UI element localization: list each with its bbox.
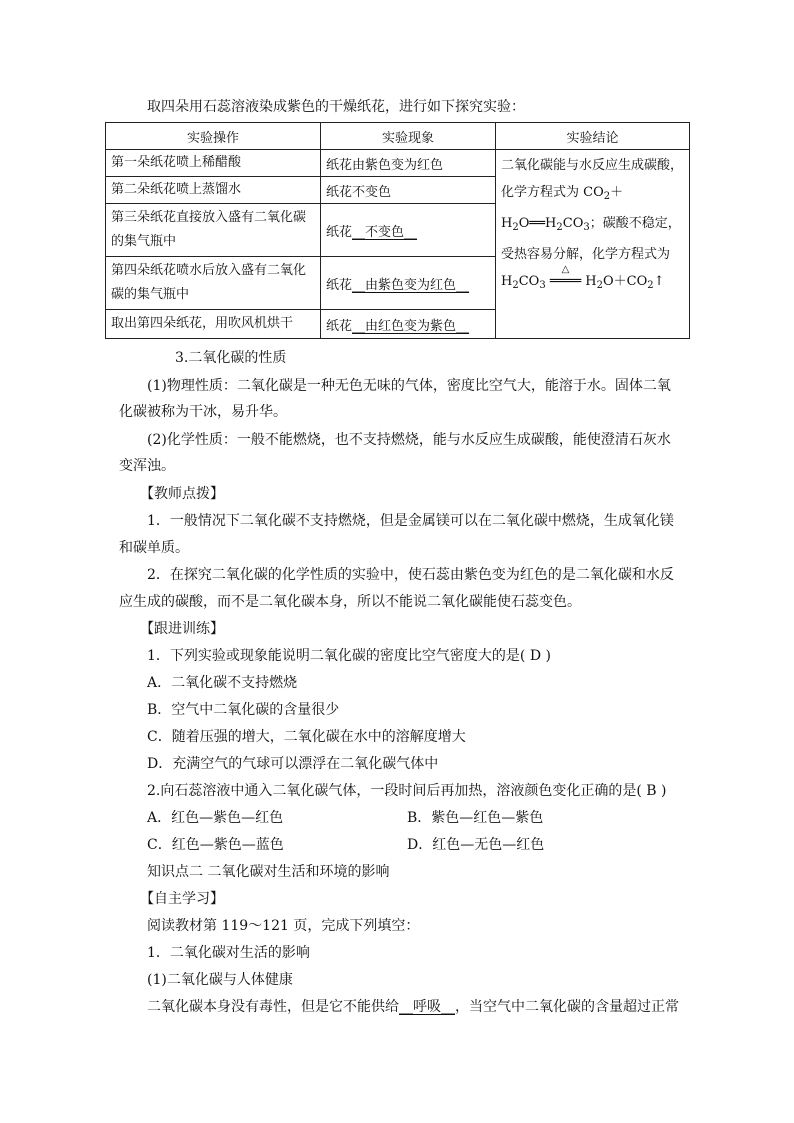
section-title-co2-properties: 3.二氧化碳的性质 (175, 350, 287, 366)
paragraph: 变浑浊。 (119, 458, 175, 474)
header-conclusion: 实验结论 (496, 123, 690, 150)
phenomenon-cell: 纸花__由紫色变为红色__ (321, 257, 496, 310)
heading-self-study: 【自主学习】 (140, 891, 224, 907)
subsection-title: 1．二氧化碳对生活的影响 (147, 945, 310, 961)
option-c: C．红色—紫色—蓝色 (147, 837, 284, 853)
option-b: B．空气中二氧化碳的含量很少 (147, 702, 340, 718)
answer-blank: __由红色变为紫色__ (352, 318, 470, 334)
operation-cell: 第一朵纸花喷上稀醋酸 (106, 150, 321, 177)
answer-blank: __不变色__ (352, 224, 418, 240)
paragraph: 应生成的碳酸，而不是二氧化碳本身，所以不能说二氧化碳能使石蕊变色。 (119, 594, 581, 610)
operation-cell: 取出第四朵纸花，用吹风机烘干 (106, 310, 321, 339)
heading-follow-up-training: 【跟进训练】 (140, 621, 224, 637)
phenomenon-cell: 纸花__不变色__ (321, 204, 496, 257)
header-operation: 实验操作 (106, 123, 321, 150)
heading-teacher-tip: 【教师点拨】 (140, 486, 224, 502)
operation-cell: 第二朵纸花喷上蒸馏水 (106, 177, 321, 204)
option-a: A．二氧化碳不支持燃烧 (147, 675, 298, 691)
phenomenon-cell: 纸花由紫色变为红色 (321, 150, 496, 177)
intro-text: 取四朵用石蕊溶液染成紫色的干燥纸花，进行如下探究实验： (147, 99, 525, 115)
knowledge-point-2-title: 知识点二 二氧化碳对生活和环境的影响 (147, 864, 390, 880)
subsection-title: (1)二氧化碳与人体健康 (147, 972, 293, 988)
phenomenon-cell: 纸花__由红色变为紫色__ (321, 310, 496, 339)
paragraph: 二氧化碳本身没有毒性，但是它不能供给__呼吸__，当空气中二氧化碳的含量超过正常 (147, 999, 679, 1015)
question-2: 2.向石蕊溶液中通入二氧化碳气体，一段时间后再加热，溶液颜色变化正确的是( B ) (147, 783, 667, 799)
answer-blank: __由紫色变为红色__ (352, 277, 470, 293)
table-header-row (106, 123, 690, 150)
paragraph: (2)化学性质：一般不能燃烧，也不支持燃烧，能与水反应生成碳酸，能使澄清石灰水 (147, 432, 671, 448)
answer-blank: __呼吸__ (399, 999, 455, 1015)
question-1: 1．下列实验或现象能说明二氧化碳的密度比空气密度大的是( D ) (147, 648, 551, 664)
option-b: B．紫色—红色—紫色 (407, 810, 544, 826)
phenomenon-cell: 纸花不变色 (321, 177, 496, 204)
paragraph: (1)物理性质：二氧化碳是一种无色无味的气体，密度比空气大，能溶于水。固体二氧 (147, 378, 671, 394)
paragraph: 阅读教材第 119～121 页，完成下列填空： (147, 918, 420, 934)
option-c: C．随着压强的增大，二氧化碳在水中的溶解度增大 (147, 729, 466, 745)
paragraph: 2．在探究二氧化碳的化学性质的实验中，使石蕊由紫色变为红色的是二氧化碳和水反 (147, 567, 674, 583)
experiment-table (105, 122, 690, 339)
paragraph: 1．一般情况下二氧化碳不支持燃烧，但是金属镁可以在二氧化碳中燃烧，生成氧化镁 (147, 513, 674, 529)
conclusion-cell: 二氧化碳能与水反应生成碳酸，化学方程式为 $CO_2+$ $H_2O══H_2CO_3$；碳酸不稳定， 受热容易分解，化学方程式为 $H_2CO_3$ △ ════ $H_2O+CO_2↑$ (496, 150, 690, 339)
operation-cell: 第四朵纸花喷水后放入盛有二氧化碳的集气瓶中 (106, 257, 321, 310)
option-d: D．充满空气的气球可以漂浮在二氧化碳气体中 (147, 756, 439, 772)
operation-cell: 第三朵纸花直接放入盛有二氧化碳的集气瓶中 (106, 204, 321, 257)
option-d: D．红色—无色—红色 (407, 837, 545, 853)
paragraph: 和碳单质。 (119, 540, 189, 556)
header-phenomenon: 实验现象 (321, 123, 496, 150)
option-a: A．红色—紫色—红色 (147, 810, 284, 826)
paragraph: 化碳被称为干冰，易升华。 (119, 404, 287, 420)
table-row (106, 150, 690, 177)
